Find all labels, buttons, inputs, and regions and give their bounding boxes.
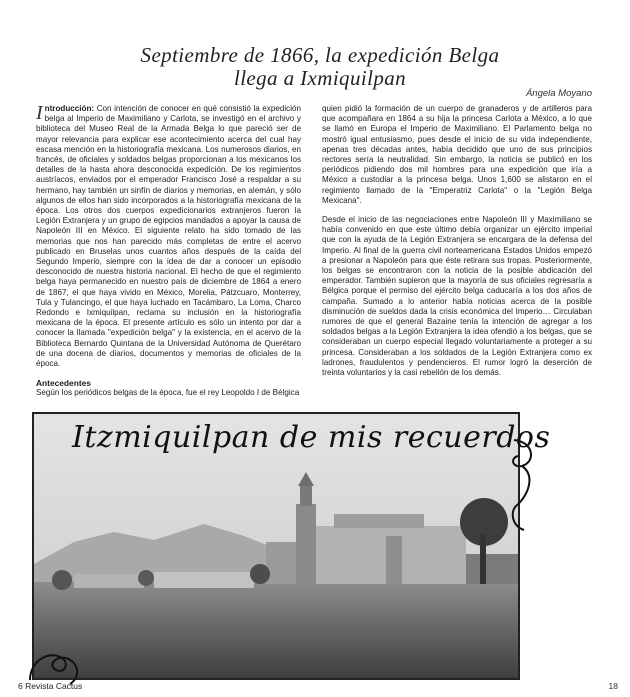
right-paragraph-1: quien pidió la formación de un cuerpo de granaderos y de artilleros para que acompañara en 1864 a su hija la princesa Carlota a México, a lo que se llamó en Europa el Imperio de Maximiliano. El Parlamento belga no mostró igual entusiasmo, pues desde el inicio de su vida independiente, apenas tres décadas antes, había decidido que uno de sus principios rectores sería la neutralidad. Sin embargo, la noticia se publicó en los periódicos pidiendo dos mil hombres para una expedición que iría a México a custodiar a la princesa belga. Unos 1,600 se alistaron en el regimiento llamado de la "Emperatriz Carlota" o la "Legión Belga Mexicana". [322,104,592,205]
footer-left [18,681,82,691]
magazine-name: Revista Cactus [25,681,83,691]
article-title [40,44,600,90]
photo-caption: Itzmiquilpan de mis recuerdos [72,420,551,455]
section-heading: Antecedentes [36,378,91,389]
article-author: Ángela Moyano [525,88,592,99]
right-paragraph-2: Desde el inicio de las negociaciones entre Napoleón III y Maximiliano se había convenido en que este último debía organizar un ejército imperial que con la ayuda de la Legión Extranjera se encargara de la defensa del Imperio. Al final de la guerra civil norteamericana Estados Unidos empezó a presionar a Napoleón para que éste retirara sus tropas. Posteriormente, los belgas se encontraron con la noticia de la posible abdicación del emperador. También supieron que la mayoría de sus oficiales regresaría a Bélgica porque el permiso del ejército belga caducaría a los dos años de campaña. Sumado a lo anterior había noticias acerca de la posible disminución de sueldos dada la crisis económica del Imperio… Circulaban rumores de que el general Bazaine tenía la intención de agregar a los soldados belgas a la Legión Extranjera la idea ofendió a los belgas, que se consideraban un cuerpo especial llegado voluntariamente a proteger a su princesa. Consideraban a los soldados de la Legión Extranjera como ex ladrones, fraudulentos y pendencieros. El rumor logró la deserción de treinta voluntarios y la casi rebelión de los demás. [322,215,592,378]
swirl-ornament-right [506,436,546,536]
right-column [322,104,592,387]
ground [34,582,518,678]
intro-paragraph [36,104,301,369]
intro-label: ntroducción: [44,104,95,113]
antecedentes-paragraph: Según los periódicos belgas de la época, fue el rey Leopoldo I de Bélgica [36,388,300,398]
drop-cap: I [36,102,43,124]
article-title-line-1: Septiembre de 1866, la expedición Belga [140,43,500,67]
article-title-line-2: llega a Ixmiquilpan [233,66,407,90]
left-column [36,104,301,408]
intro-text: Con intención de conocer en qué consistió la expedición belga al Imperio de Maximiliano y Carlota, se investigó en el archivo y biblioteca del Museo Real de la Armada Belga lo que pareció ser de mayor relevancia para explicar ese acontecimiento acerca del cual hay escasa mención en la historiografía mexicana. Los numerosos diarios, en francés, de oficiales y soldados belgas proporcionan a los mexicanos los detalles de la hasta ahora desconocida expedición. De los regimientos austríacos, enviados por el emperador Francisco José a respaldar a su hermano, hay también un sinfín de diarios y memorias, en alemán, y sólo algunos de ellos han sido incorporados a la historiografía mexicana de la época. Los otros dos cuerpos expedicionarios extranjeros fueron la Legión Extranjera y un grupo de egipcios mandados a apoyar la causa de Napoleón III en México. El siguiente relato ha sido tomado de las memorias que nos han parecido más completas de entre el acervo publicado en Bruselas unos cuantos años después de la caída del Segundo Imperio, siempre con la idea de dar a conocer un episodio desconocido de nuestra historia nacional. El hecho de que el regimiento belga haya permanecido en nuestro país de diciembre de 1864 a enero de 1867, el que haya vivido en México, Morelia, Pátzcuaro, Monterrey, Tula y Tulancingo, el que haya luchado en Tacámbaro, La Loma, Charco Redondo e Ixmiquilpan, reclama su inclusión en la historiografía mexicana de la época. El presente artículo es sólo un intento por dar a conocer la llamada "expedición belga" y la existencia, en el acervo de la Biblioteca Bernardo Quintana de la Universidad Autónoma de Querétaro de una docena de diarios, documentos y memorias de oficiales de la época. [36,104,302,369]
page-number-left: 6 [18,681,23,691]
page-number-right: 18 [608,681,618,691]
